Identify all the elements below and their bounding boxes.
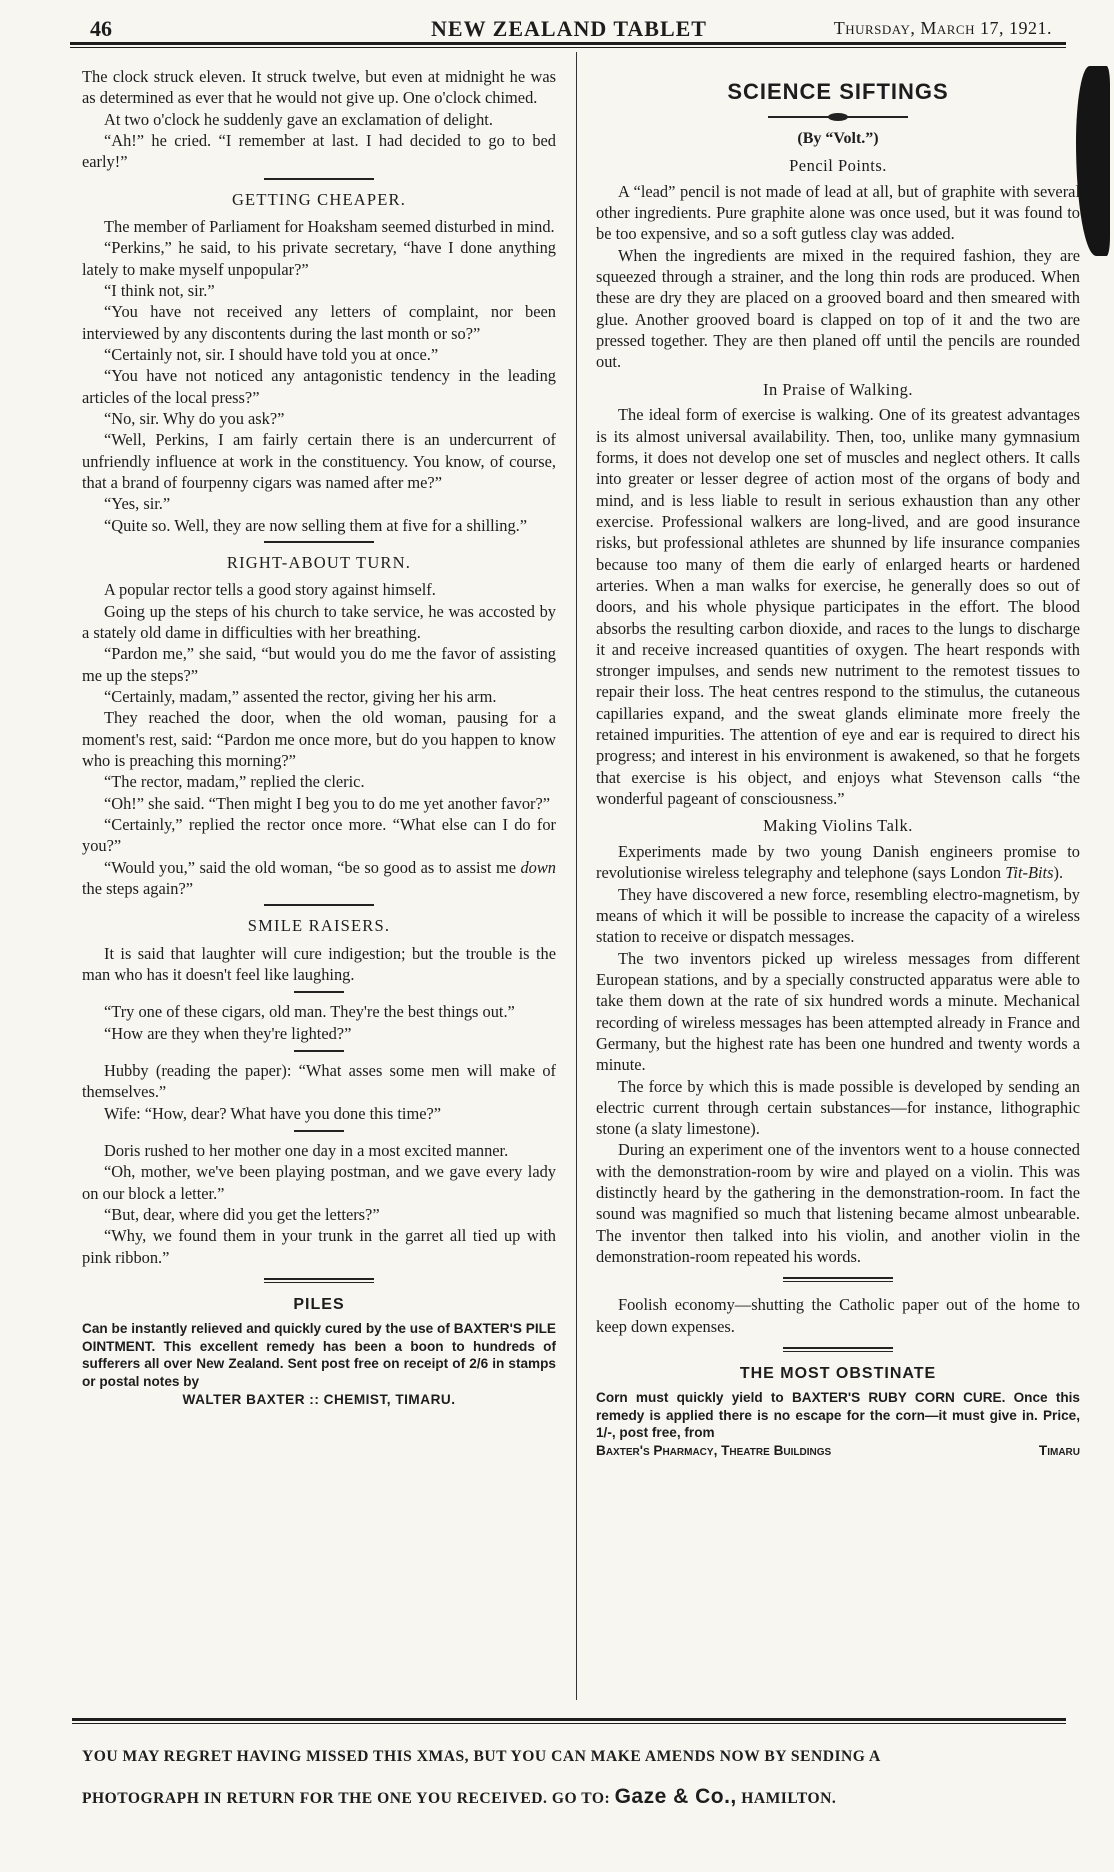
ad-footer	[596, 1442, 1080, 1460]
ad-line-2	[82, 1774, 1062, 1819]
ad-text: Corn must quickly yield to BAXTER'S RUBY CORN CURE. Once this remedy is applied there is no escape for the corn—it must give in. Price, 1/-, post free, from	[596, 1389, 1080, 1441]
text-run: Experiments made by two young Danish engineers promise to revolutionise wireless telegraphy and telephone (says London	[596, 841, 1080, 883]
joke-separator	[294, 1130, 344, 1132]
paragraph: The clock struck eleven. It struck twelve, but even at midnight he was as determined as ever that he would not give up. One o'clock chimed.	[82, 67, 556, 108]
getting-cheaper-story	[82, 216, 556, 536]
section-rule	[264, 178, 374, 180]
section-title-right-about-turn: RIGHT-ABOUT TURN.	[226, 553, 412, 572]
paragraph: “Oh, mother, we've been playing postman, and we gave every lady on our block a letter.”	[82, 1162, 556, 1203]
ad-footer-right: Timaru	[1038, 1442, 1080, 1458]
paragraph: “Certainly, madam,” assented the rector, giving her his arm.	[104, 687, 497, 707]
page-number: 46	[90, 16, 112, 41]
ad-footer-left: Baxter's Pharmacy, Theatre Buildings	[596, 1442, 832, 1458]
subhead-pencil-points: Pencil Points.	[789, 156, 887, 176]
issue-date: Thursday, March 17, 1921.	[833, 18, 1052, 38]
foolish-economy-note: Foolish economy—shutting the Catholic paper out of the home to keep down expenses.	[596, 1295, 1080, 1336]
paragraph: “No, sir. Why do you ask?”	[104, 409, 285, 429]
ad-footer: WALTER BAXTER :: CHEMIST, TIMARU.	[182, 1391, 456, 1407]
publication-title: NEW ZEALAND TABLET	[431, 16, 707, 41]
left-column	[82, 66, 556, 1682]
smile-raisers-jokes	[82, 943, 556, 1268]
paragraph: “Try one of these cigars, old man. They're the best things out.”	[104, 1002, 515, 1022]
paragraph: “Perkins,” he said, to his private secretary, “have I done anything lately to make myself unpopular?”	[82, 238, 556, 279]
paragraph: Doris rushed to her mother one day in a most excited manner.	[104, 1141, 509, 1161]
paragraph: Going up the steps of his church to take service, he was accosted by a stately old dame in difficulties with her breathing.	[82, 601, 556, 643]
scan-damage-mark	[1076, 66, 1110, 256]
piles-advertisement	[82, 1295, 556, 1408]
paragraph: “Pardon me,” she said, “but would you do me the favor of assisting me up the steps?”	[82, 644, 556, 685]
paragraph: They have discovered a new force, resembling electro-magnetism, by means of which it will be possible to increase the capacity of a wireless station to receive or dispatch messages.	[596, 884, 1080, 947]
paragraph: “Yes, sir.”	[104, 494, 171, 514]
paragraph: The member of Parliament for Hoaksham seemed disturbed in mind.	[104, 217, 555, 237]
subhead-making-violins-talk: Making Violins Talk.	[763, 816, 913, 836]
ad-text: Can be instantly relieved and quickly cured by the use of BAXTER'S PILE OINTMENT. This excellent remedy has been a boon to hundreds of sufferers all over New Zealand. Sent post free on receipt of 2/6 in stamps or postal notes by	[82, 1320, 556, 1389]
ornament-rule	[783, 1277, 893, 1282]
ad-line-2-text: PHOTOGRAPH IN RETURN FOR THE ONE YOU RECEIVED. GO TO:	[82, 1789, 611, 1807]
right-about-turn-story	[82, 579, 556, 899]
gaze-advertisement	[82, 1740, 1062, 1819]
italic-text: Tit-Bits	[1005, 863, 1054, 883]
paragraph: “Ah!” he cried. “I remember at last. I had decided to go to bed early!”	[82, 130, 556, 172]
byline: (By “Volt.”)	[797, 129, 879, 147]
paragraph: “You have not received any letters of complaint, nor been interviewed by any discontents during the last month or so?”	[82, 302, 556, 343]
paragraph: “The rector, madam,” replied the cleric.	[104, 772, 365, 792]
paragraph: Hubby (reading the paper): “What asses some men will make of themselves.”	[82, 1061, 556, 1102]
science-siftings-title: SCIENCE SIFTINGS	[727, 79, 949, 104]
text-run: ).	[1053, 863, 1064, 883]
company-city: HAMILTON.	[741, 1789, 837, 1807]
right-column	[596, 66, 1080, 1682]
column-divider	[576, 52, 577, 1700]
section-rule	[264, 904, 374, 906]
bottom-rule	[72, 1718, 1066, 1724]
paragraph: “But, dear, where did you get the letters?”	[104, 1205, 380, 1225]
ornament-rule	[783, 1347, 893, 1352]
subhead-praise-of-walking: In Praise of Walking.	[762, 379, 913, 399]
ad-title: PILES	[293, 1296, 345, 1314]
paragraph: A “lead” pencil is not made of lead at all, but of graphite with several other ingredients. Pure graphite alone was once used, but it was found to be too expensive, and so a soft gutless clay was added.	[596, 181, 1080, 244]
paragraph: It is said that laughter will cure indigestion; but the trouble is the man who has it doesn't feel like laughing.	[82, 943, 556, 985]
paragraph	[596, 841, 1080, 884]
header-rule	[70, 42, 1066, 48]
text-run: “Would you,” said the old woman, “be so good as to assist me	[104, 857, 521, 877]
paragraph: The two inventors picked up wireless messages from different European stations, and by a specially constructed apparatus were able to take them down at the rate of six hundred words a minute. Mechanical recording of wireless messages has been attempted already in France and Germany, but the highest rate has been one hundred and twenty words a minute.	[596, 948, 1080, 1075]
text-run: the steps again?”	[82, 879, 194, 899]
paragraph: The ideal form of exercise is walking. One of its greatest advantages is its almost universal availability. Then, too, unlike many gymnasium forms, it does not develop one set of muscles and neglect others. It calls into greater or lesser degree of action most of the organs of body and mind, and is less liable to result in serious exhaustion than any other exercise. Professional walkers are long-lived, and are good insurance risks, but professional athletes are shunned by life insurance companies because too many of them die early of enlarged hearts or hardened arteries. When a man walks for exercise, he generally does so out of doors, and his whole physique participates in the effort. The blood absorbs the resulting carbon dioxide, and races to the lungs to discharge it and receive increased quantities of oxygen. The heart responds with stronger impulses, and sends new nutriment to the remotest tissues to repair their loss. The heat centres respond to the stimulus, the cutaneous capillaries expand, and the sweat glands eliminate more freely the retained impurities. The attention of eye and ear is required to direct his progress; and interest in his environment is awakened, so that he forgets that exercise is his object, and enjoys what Stevenson calls “the wonderful pageant of consciousness.”	[596, 405, 1080, 809]
paragraph: “Certainly,” replied the rector once more. “What else can I do for you?”	[82, 815, 556, 856]
paragraph: Wife: “How, dear? What have you done this time?”	[104, 1103, 442, 1123]
corn-advertisement	[596, 1364, 1080, 1459]
paragraph: “Why, we found them in your trunk in the garret all tied up with pink ribbon.”	[82, 1226, 556, 1267]
section-title-smile-raisers: SMILE RAISERS.	[247, 916, 391, 936]
italic-text: down	[520, 857, 556, 877]
intro-story	[82, 66, 556, 173]
paragraph: They reached the door, when the old woman, pausing for a moment's rest, said: “Pardon me once more, but do you happen to know who is preaching this morning?”	[82, 708, 556, 771]
paragraph: “I think not, sir.”	[104, 281, 215, 301]
section-rule	[264, 541, 374, 543]
joke-separator	[294, 1050, 344, 1052]
ornament-rule	[264, 1278, 374, 1283]
paragraph: When the ingredients are mixed in the required fashion, they are squeezed through a strainer, and the long thin rods are produced. When these are dry they are placed on a grooved board and then smeared with glue. Another grooved board is clapped on top of it and the two are pressed together. They are then planed off until the pencils are rounded out.	[596, 245, 1080, 372]
paragraph: “Well, Perkins, I am fairly certain there is an undercurrent of unfriendly influence at work in the constituency. You know, of course, that a brand of fourpenny cigars was named after me?”	[82, 430, 556, 493]
paragraph: A popular rector tells a good story against himself.	[104, 580, 436, 600]
paragraph: During an experiment one of the inventors went to a house connected with the demonstration-room by wire and played on a violin. This was distinctly heard by the gathering in the demonstration-room. In fact the sound was magnified so much that listening became almost unbearable. The inventor then talked into his violin, and another violin in the demonstration-room repeated his words.	[596, 1140, 1080, 1267]
paragraph: “Certainly not, sir. I should have told you at once.”	[104, 345, 439, 365]
paragraph: “You have not noticed any antagonistic tendency in the leading articles of the local press?”	[82, 366, 556, 407]
section-title-getting-cheaper: GETTING CHEAPER.	[231, 189, 407, 209]
paragraph: “How are they when they're lighted?”	[104, 1023, 352, 1043]
page-header	[72, 16, 1066, 40]
joke-separator	[294, 991, 344, 993]
paragraph: “Oh!” she said. “Then might I beg you to do me yet another favor?”	[104, 793, 551, 813]
ad-line-1: YOU MAY REGRET HAVING MISSED THIS XMAS, BUT YOU CAN MAKE AMENDS NOW BY SENDING A	[82, 1748, 881, 1765]
paragraph	[82, 857, 556, 900]
company-name: Gaze & Co.,	[614, 1784, 737, 1808]
ornament-rule	[768, 113, 908, 121]
paragraph: The force by which this is made possible is developed by sending an electric current through certain substances—for instance, lithographic stone (a slaty limestone).	[596, 1076, 1080, 1139]
paragraph: At two o'clock he suddenly gave an exclamation of delight.	[104, 109, 493, 129]
paragraph: “Quite so. Well, they are now selling them at five for a shilling.”	[104, 515, 528, 535]
ad-title: THE MOST OBSTINATE	[739, 1365, 937, 1383]
